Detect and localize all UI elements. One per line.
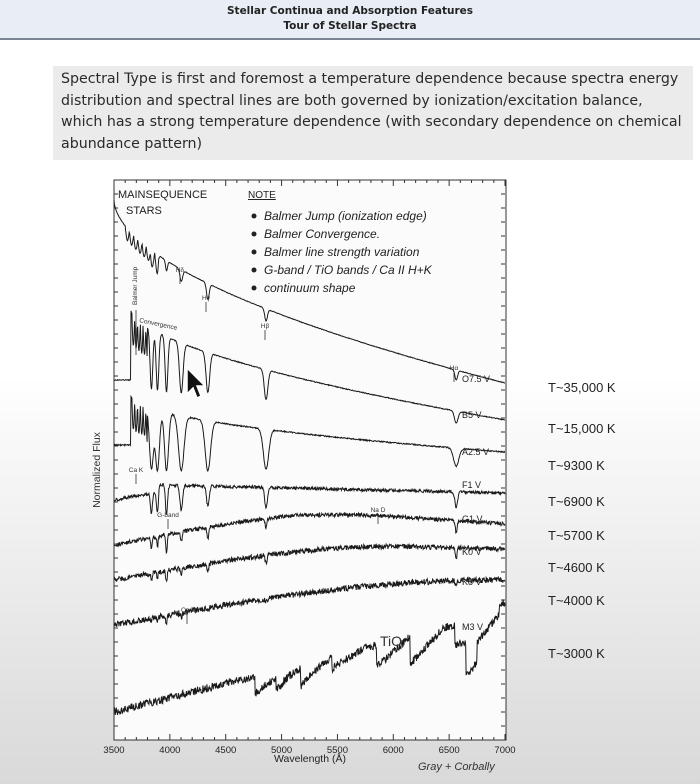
y-axis-label: Normalized Flux [91,432,103,508]
x-tick-label: 6500 [438,745,460,756]
x-tick-label: 5500 [326,745,348,756]
series-label: K0 V [462,547,482,557]
annotation-label: Na D [370,507,386,514]
callout-box: Spectral Type is first and foremost a temperature dependence because spectra energy distribution and spectral lines are both governed by ionization/excitation balance, which has a strong temperature dependence (with secondary dependence on chemical abundance pattern) [53,66,693,160]
series-label: A2.5 V [462,447,490,457]
x-tick-label: 4000 [159,745,181,756]
temperature-label: T~4000 K [548,593,605,608]
x-axis-label: Wavelength (Å) [274,753,346,765]
x-tick-label: 3500 [103,745,125,756]
bullet-icon [252,286,257,291]
slide-subtitle: Tour of Stellar Spectra [283,20,417,32]
temperature-label: T~5700 K [548,528,605,543]
note-item: Balmer Convergence. [264,227,381,241]
series-label: G1 V [462,514,483,524]
bullet-icon [252,250,257,255]
temperature-label: T~15,000 K [548,421,616,436]
note-title: NOTE [248,190,276,201]
x-tick-label: 6000 [382,745,404,756]
bullet-icon [252,214,257,219]
temperature-labels [548,380,616,661]
notes-heading-line1: MAINSEQUENCE [118,189,208,201]
annotation-label: Convergence [138,317,178,332]
temperature-label: T~35,000 K [548,380,616,395]
temperature-label: T~6900 K [548,494,605,509]
series-label: O7.5 V [462,374,491,384]
note-item: Balmer line strength variation [264,245,420,259]
x-tick-label: 4500 [215,745,237,756]
annotation-label: Ca I [181,607,193,614]
credit-label: Gray + Corbally [418,761,495,773]
temperature-label: T~3000 K [548,646,605,661]
annotation-label: Balmer Jump [132,266,139,305]
series-label: M3 V [462,622,484,632]
annotation-label: Ca K [128,467,144,474]
slide-title: Stellar Continua and Absorption Features [226,5,474,17]
annotation-label: Hβ [260,323,270,330]
notes-heading-line2: STARS [126,205,162,217]
tio-label: TiO [380,633,403,649]
series-label: F1 V [462,480,482,490]
annotation-label: Hγ [202,295,210,302]
annotation-label: G-band [157,512,179,519]
series-label: K8 V [462,577,482,587]
bullet-icon [252,268,257,273]
note-item: Balmer Jump (ionization edge) [264,209,427,223]
x-tick-label: 5000 [271,745,293,756]
annotation-label: Hα [449,365,459,372]
temperature-label: T~9300 K [548,458,605,473]
note-item: G-band / TiO bands / Ca II H+K [264,263,432,277]
note-item: continuum shape [264,281,356,295]
bullet-icon [252,232,257,237]
annotation-label: Hδ [175,267,185,274]
series-label: B5 V [462,410,482,420]
temperature-label: T~4600 K [548,560,605,575]
x-tick-label: 7000 [494,745,516,756]
